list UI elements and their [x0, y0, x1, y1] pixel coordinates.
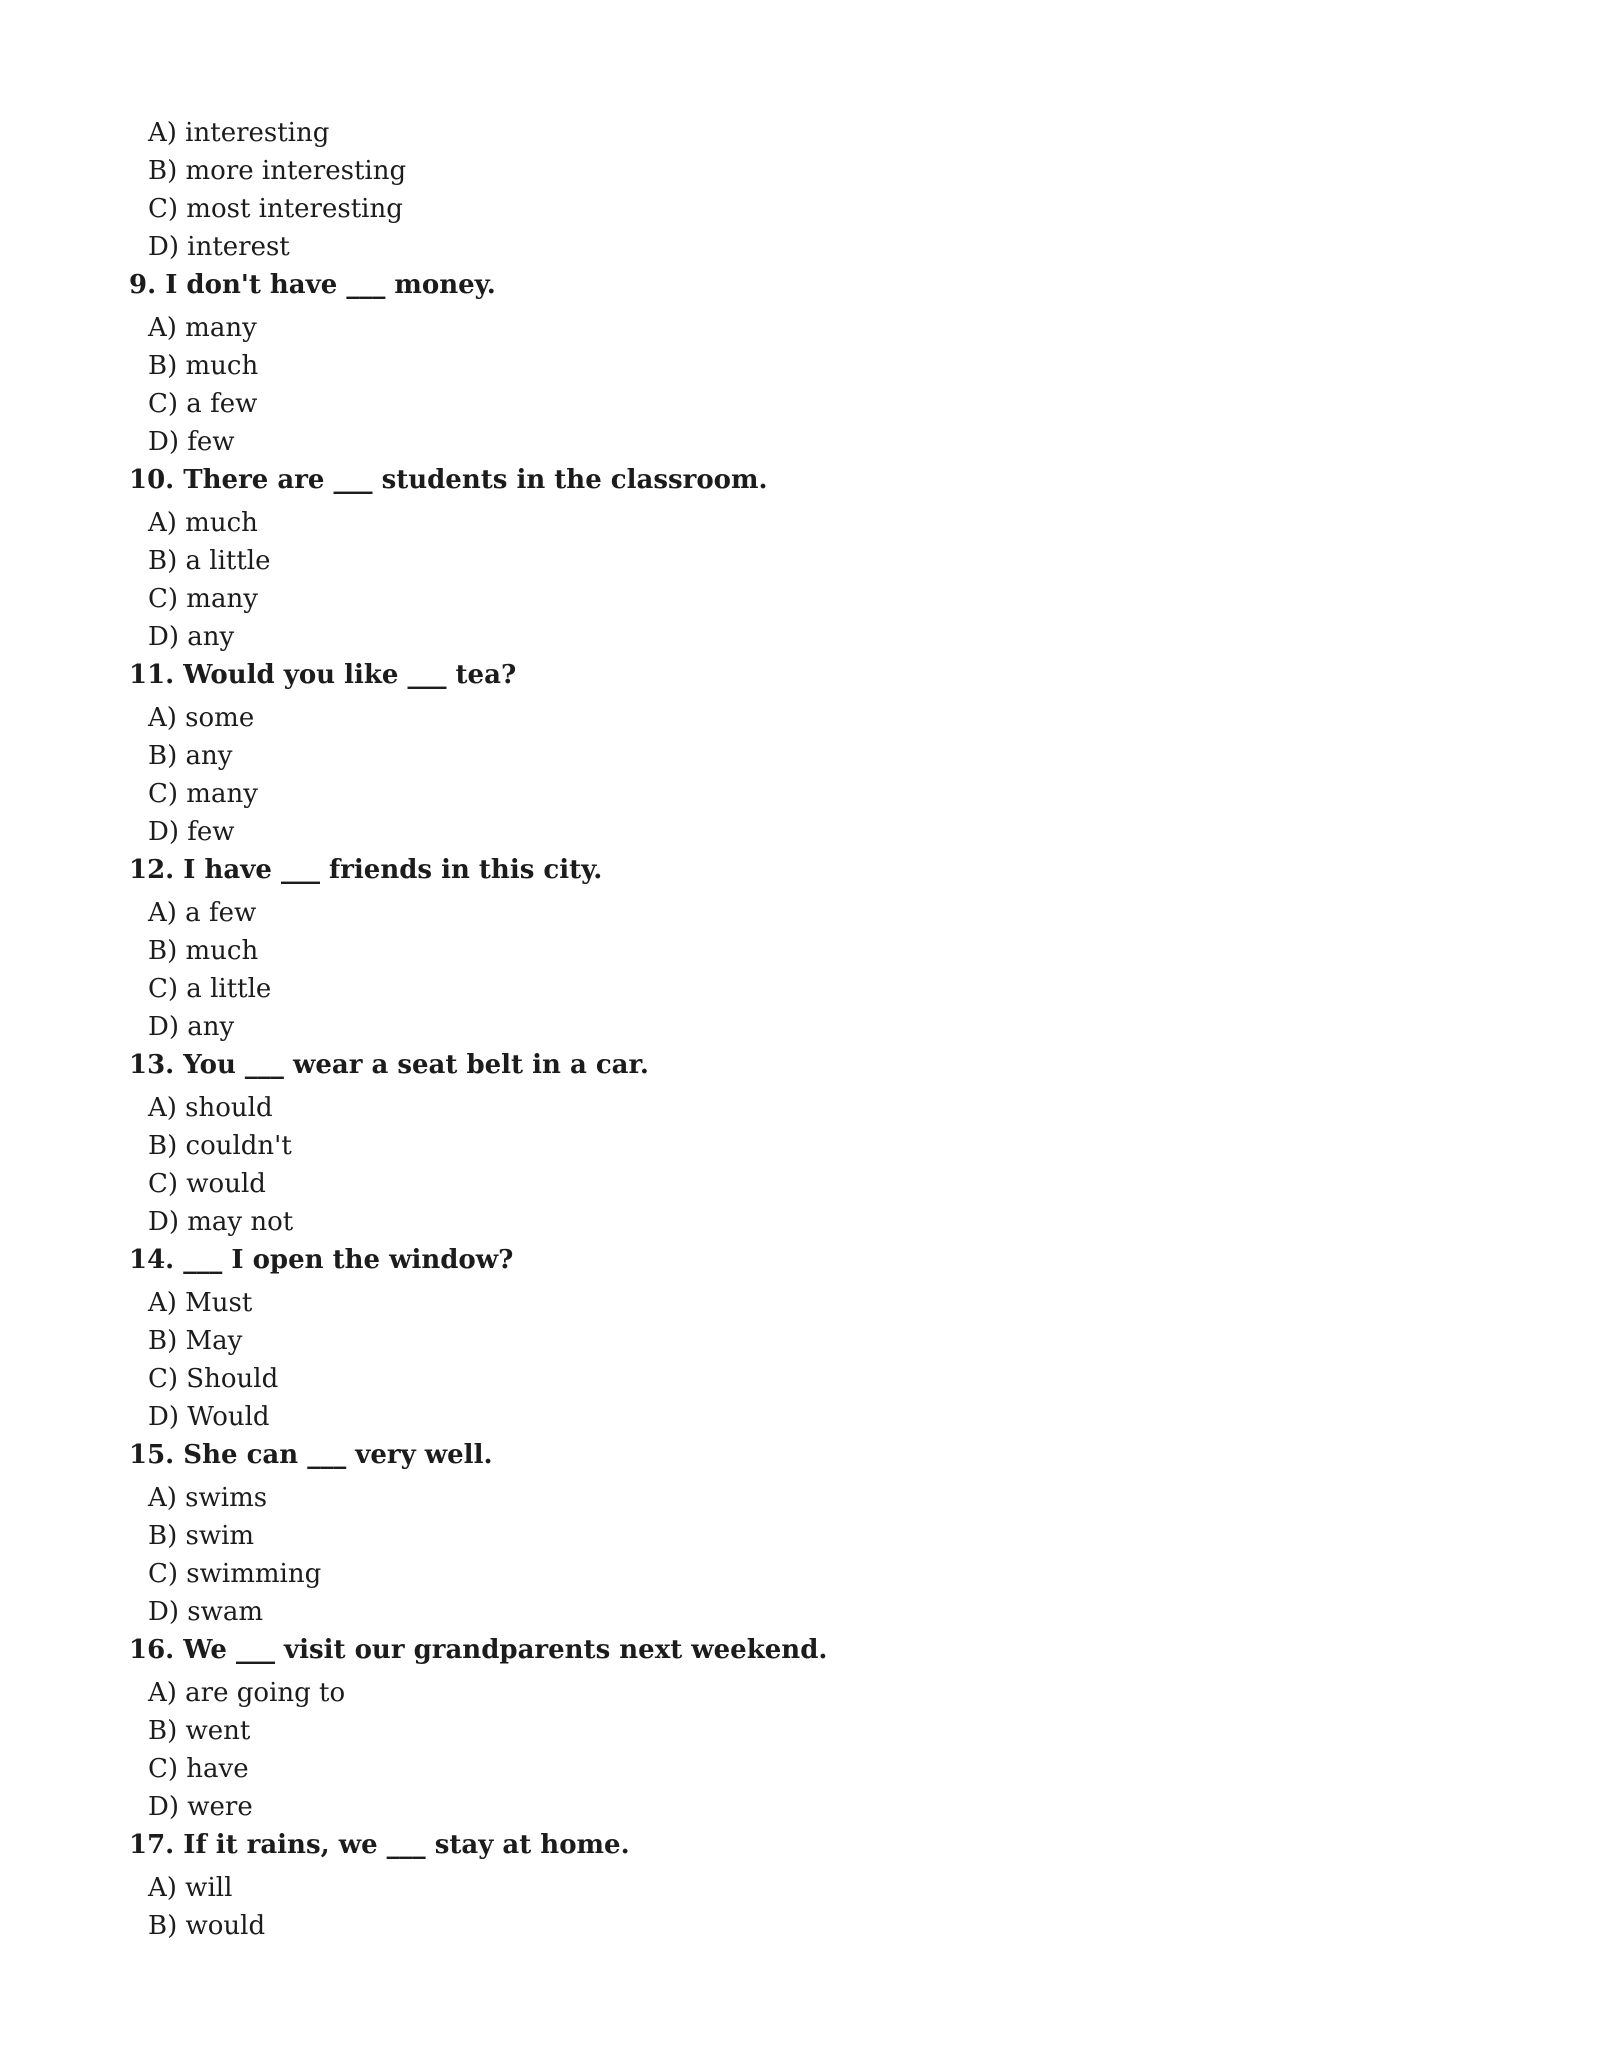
question-text	[129, 1046, 827, 1084]
option-item: D) were	[148, 1792, 253, 1822]
question-number: 15.	[129, 1440, 175, 1470]
question-list	[129, 266, 827, 1945]
question-prompt: If it rains, we ___ stay at home.	[183, 1830, 630, 1860]
option-item: B) any	[148, 741, 233, 771]
option-item: A) much	[148, 508, 258, 538]
question-prompt: She can ___ very well.	[183, 1440, 493, 1470]
option-item: C) many	[148, 584, 258, 614]
option-item: A) some	[148, 703, 255, 733]
option-item: C) many	[148, 779, 258, 809]
option-item: A) a few	[148, 898, 257, 928]
question-block	[129, 656, 827, 851]
option-item: A) will	[148, 1873, 233, 1903]
option-item: A) Must	[148, 1288, 253, 1318]
question-prompt: I have ___ friends in this city.	[183, 855, 603, 885]
question-text	[129, 1436, 827, 1474]
option-item: B) couldn't	[148, 1131, 292, 1161]
question-number: 13.	[129, 1050, 175, 1080]
question-block	[129, 1631, 827, 1826]
question-block	[129, 1826, 827, 1945]
option-item: D) may not	[148, 1207, 294, 1237]
continued-options-list	[148, 114, 406, 266]
option-item: B) swim	[148, 1521, 255, 1551]
option-item: B) would	[148, 1911, 266, 1941]
option-item: C) a little	[148, 974, 272, 1004]
option-item: B) went	[148, 1716, 251, 1746]
question-prompt: There are ___ students in the classroom.	[183, 465, 768, 495]
question-text	[129, 851, 827, 889]
option-item: B) much	[148, 351, 259, 381]
option-item: B) much	[148, 936, 259, 966]
option-item: C) a few	[148, 389, 258, 419]
option-item: A) should	[148, 1093, 273, 1123]
question-prompt: ___ I open the window?	[183, 1245, 514, 1275]
question-number: 16.	[129, 1635, 175, 1665]
option-item: D) few	[148, 427, 235, 457]
question-block	[129, 1046, 827, 1241]
option-item: C) swimming	[148, 1559, 322, 1589]
option-item: A) interesting	[148, 118, 330, 148]
question-block	[129, 1436, 827, 1631]
option-item: C) have	[148, 1754, 249, 1784]
option-item: A) many	[148, 313, 257, 343]
option-item: C) Should	[148, 1364, 279, 1394]
question-prompt: We ___ visit our grandparents next weekend.	[183, 1635, 828, 1665]
option-item: B) a little	[148, 546, 271, 576]
question-block	[129, 461, 827, 656]
option-item: C) most interesting	[148, 194, 403, 224]
question-number: 9.	[129, 270, 157, 300]
question-text	[129, 656, 827, 694]
option-item: A) are going to	[148, 1678, 346, 1708]
option-item: D) any	[148, 622, 235, 652]
question-prompt: Would you like ___ tea?	[183, 660, 517, 690]
question-number: 11.	[129, 660, 175, 690]
question-number: 17.	[129, 1830, 175, 1860]
question-number: 14.	[129, 1245, 175, 1275]
option-item: D) Would	[148, 1402, 270, 1432]
question-text	[129, 1826, 827, 1864]
question-number: 10.	[129, 465, 175, 495]
question-text	[129, 266, 827, 304]
question-text	[129, 461, 827, 499]
question-text	[129, 1241, 827, 1279]
option-item: B) more interesting	[148, 156, 407, 186]
question-prompt: I don't have ___ money.	[165, 270, 496, 300]
option-item: D) swam	[148, 1597, 264, 1627]
question-block	[129, 1241, 827, 1436]
question-number: 12.	[129, 855, 175, 885]
option-item: D) any	[148, 1012, 235, 1042]
option-item: D) few	[148, 817, 235, 847]
option-item: B) May	[148, 1326, 243, 1356]
option-item: D) interest	[148, 232, 290, 262]
question-text	[129, 1631, 827, 1669]
option-item: A) swims	[148, 1483, 268, 1513]
option-item: C) would	[148, 1169, 266, 1199]
question-prompt: You ___ wear a seat belt in a car.	[183, 1050, 649, 1080]
question-block	[129, 851, 827, 1046]
question-block	[129, 266, 827, 461]
